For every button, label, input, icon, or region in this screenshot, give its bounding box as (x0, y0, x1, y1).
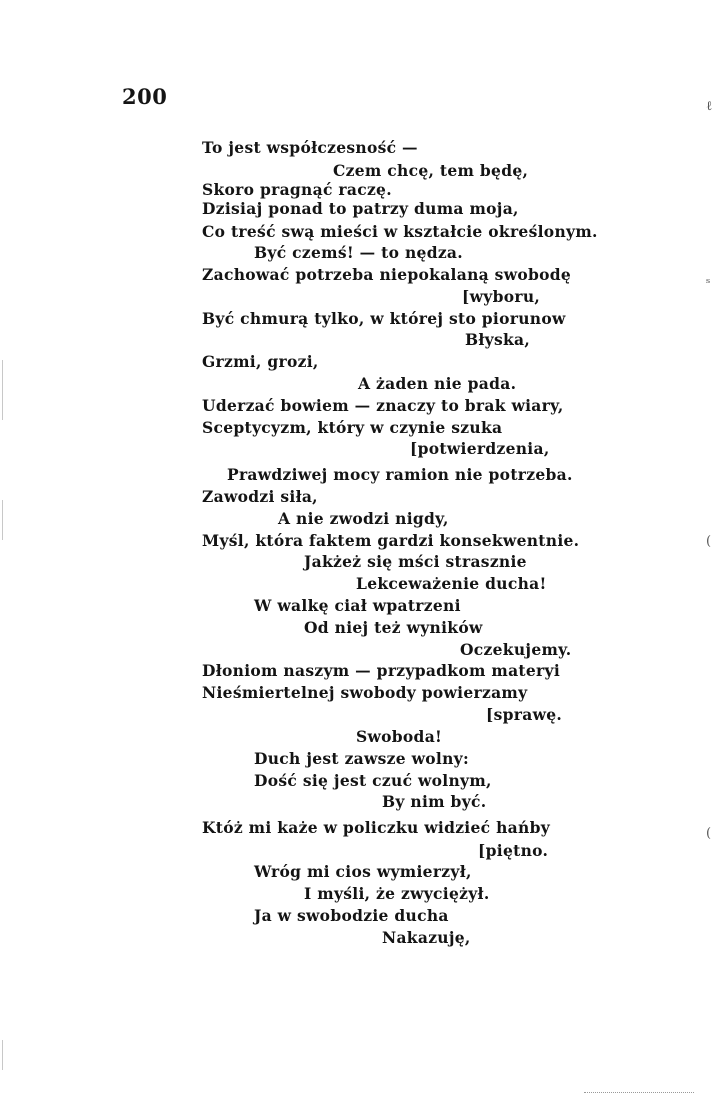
poem-line: Skoro pragnąć raczę. (202, 180, 392, 199)
poem-line: Nieśmiertelnej swobody powierzamy (202, 683, 528, 702)
poem-line: I myśli, że zwyciężył. (304, 884, 490, 903)
poem-line: Oczekujemy. (460, 640, 572, 659)
poem-line: Sceptycyzm, który w czynie szuka (202, 418, 503, 437)
poem-line: Ja w swobodzie ducha (254, 906, 449, 925)
scan-mark-right: ˢ (706, 276, 711, 291)
scan-edge-left (2, 360, 3, 420)
scan-dots-bottom (584, 1092, 694, 1095)
poem-line: Uderzać bowiem — znaczy to brak wiary, (202, 396, 564, 415)
poem-line: [potwierdzenia, (410, 439, 550, 458)
poem-line: [piętno. (478, 841, 549, 860)
poem-line: Dość się jest czuć wolnym, (254, 771, 492, 790)
scan-edge-left (2, 500, 3, 540)
poem-line: Dłoniom naszym — przypadkom materyi (202, 661, 561, 680)
poem-line: Czem chcę, tem będę, (333, 161, 529, 180)
poem-line: [wyboru, (462, 287, 541, 306)
poem-line: Grzmi, grozi, (202, 352, 319, 371)
poem-line: [sprawę. (486, 705, 563, 724)
poem-line: Myśl, która faktem gardzi konsekwentnie. (202, 531, 580, 550)
poem-line: Któż mi każe w policzku widzieć hańby (202, 818, 551, 837)
poem-line: Od niej też wyników (304, 618, 483, 637)
poem-line: Jakżeż się mści strasznie (304, 552, 527, 571)
poem-line: Być chmurą tylko, w której sto piorunow (202, 309, 566, 328)
poem-line: Wróg mi cios wymierzył, (254, 862, 472, 881)
poem-line: To jest współczesność — (202, 138, 418, 157)
poem-line: Dzisiaj ponad to patrzy duma moja, (202, 199, 519, 218)
page-number: 200 (122, 84, 168, 109)
poem-line: Swoboda! (356, 727, 443, 746)
scan-mark-right: ( (706, 534, 712, 549)
poem-line: Co treść swą mieści w kształcie określonym. (202, 222, 598, 241)
scan-edge-left (2, 1040, 3, 1070)
poem-line: Zachować potrzeba niepokalaną swobodę (202, 265, 572, 284)
poem-line: By nim być. (382, 792, 487, 811)
poem-line: A nie zwodzi nigdy, (278, 509, 449, 528)
scan-mark-right: ( (706, 826, 712, 841)
poem-line: W walkę ciał wpatrzeni (254, 596, 461, 615)
poem-line: Błyska, (465, 330, 531, 349)
poem-line: Duch jest zawsze wolny: (254, 749, 470, 768)
poem-line: Zawodzi siła, (202, 487, 318, 506)
poem-line: Prawdziwej mocy ramion nie potrzeba. (227, 465, 573, 484)
poem-line: Być czemś! — to nędza. (254, 243, 463, 262)
scan-mark-right: ℓ (706, 99, 713, 114)
poem-line: Lekceważenie ducha! (356, 574, 547, 593)
poem-line: Nakazuję, (382, 928, 471, 947)
poem-line: A żaden nie pada. (358, 374, 517, 393)
